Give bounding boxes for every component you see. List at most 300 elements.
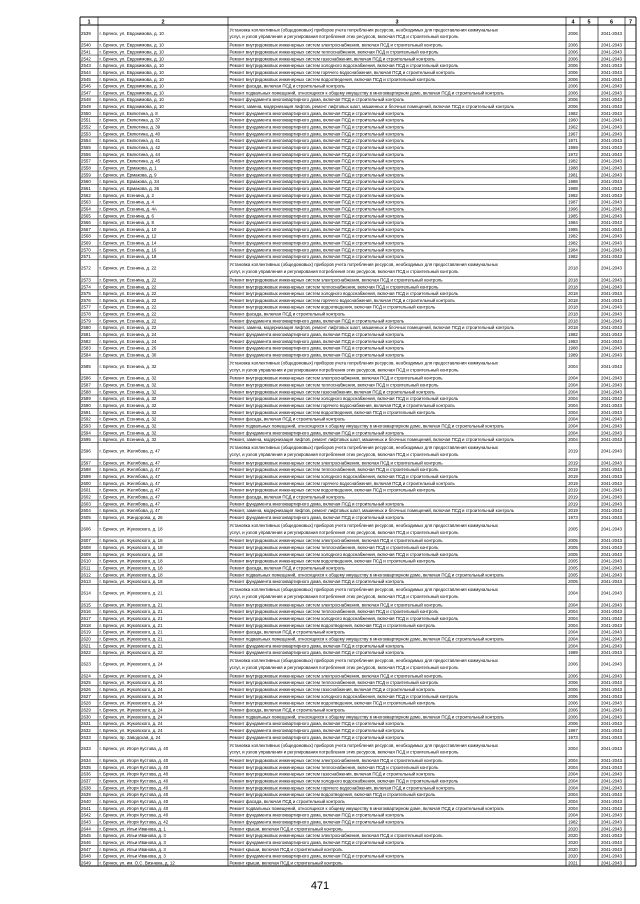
row-period: 2041-2043 [601,746,622,752]
row-address: г. Брянск, ул. Жуковского, д. 24 [99,727,163,733]
row-address: г. Брянск, ул. Евдокимова, д. 10 [99,76,164,82]
row-number: 2550 [81,110,91,116]
row-work: Ремонт фундамента многоквартирного дома, включая ПСД и строительный контроль [229,650,405,656]
row-year: 1983 [568,338,578,344]
row-address: г. Брянск, ул. Есенина, д. 32 [99,409,157,415]
row-address: г. Брянск, ул. Есенина, д. 22 [99,297,157,303]
row-year: 2020 [568,833,578,839]
row-address: г. Брянск, ул. Жуковского, д. 18 [99,565,163,571]
row-work: Ремонт фундамента многоквартирного дома, включая ПСД и строительный контроль [229,345,405,351]
row-number: 2576 [81,297,91,303]
row-address: г. Брянск, ул. Жуковского, д. 24 [99,661,163,667]
row-period: 2041-2043 [601,805,622,811]
row-period: 2041-2043 [601,69,622,75]
row-year: 2019 [568,467,578,473]
row-address: г. Брянск, ул. Есенина, д. 32 [99,389,157,395]
row-year: 2006 [568,680,578,686]
row-period: 2041-2043 [601,311,622,317]
row-number: 2541 [81,49,91,55]
row-number: 2598 [81,467,91,473]
row-address: г. Брянск, ул. Евдокимова, д. 10 [99,42,164,48]
row-year: 2005 [568,565,578,571]
row-year: 2020 [568,826,578,832]
row-year: 2006 [568,76,578,82]
row-number: 2608 [81,545,91,551]
row-period: 2041-2043 [601,206,622,212]
row-work-line: услуг, и узлов управления и регулирования потребления этих ресурсов, включая ПСД и строительный контроль [229,451,459,457]
row-number: 2621 [81,643,91,649]
row-period: 2041-2043 [601,758,622,764]
row-year: 2004 [568,629,578,635]
row-period: 2041-2043 [601,284,622,290]
row-address: г. Брянск, ул. Есенина, д. 16 [99,247,157,253]
row-address: г. Брянск, ул. Евдокимова, д. 10 [99,56,164,62]
row-number: 2589 [81,396,91,402]
row-period: 2041-2043 [601,240,622,246]
row-number: 2647 [81,846,91,852]
row-period: 2041-2043 [601,83,622,89]
row-address: г. Брянск, ул. Есенина, д. 22 [99,318,157,324]
row-work: Ремонт фундамента многоквартирного дома, включая ПСД и строительный контроль [229,643,405,649]
row-address: г. Брянск, ул. Жуковского, д. 24 [99,707,163,713]
row-address: г. Брянск, ул. Есенина, д. 30 [99,352,157,358]
row-address: г. Брянск, ул. Емлютина, д. 44 [99,151,161,157]
row-number: 2612 [81,572,91,578]
row-period: 2041-2043 [601,480,622,486]
row-period: 2041-2043 [601,423,622,429]
row-period: 2041-2043 [601,199,622,205]
row-address: г. Брянск, ул. им. О.С. Визнюка, д. 12 [99,860,175,866]
row-period: 2041-2043 [601,636,622,642]
row-period: 2041-2043 [601,389,622,395]
row-number: 2561 [81,185,91,191]
row-number: 2627 [81,693,91,699]
row-address: г. Брянск, ул. Жуковского, д. 24 [99,700,163,706]
row-number: 2555 [81,145,91,150]
row-work: Ремонт внутридомовых инженерных систем теплоснабжения, включая ПСД и строительный контроль [229,680,439,686]
row-number: 2635 [81,764,91,770]
row-year: 2004 [568,746,578,752]
row-number: 2553 [81,131,91,137]
row-period: 2041-2043 [601,97,622,103]
row-year: 2004 [568,363,578,369]
row-year: 1996 [568,206,578,212]
row-year: 2018 [568,304,578,310]
row-address: г. Брянск, ул. Жуковского, д. 21 [99,636,163,642]
row-address: г. Брянск, ул. Жуковского, д. 18 [99,551,163,557]
row-address: г. Брянск, ул. Евдокимова, д. 10 [99,97,164,103]
row-period: 2041-2043 [601,265,622,271]
row-period: 2041-2043 [601,345,622,351]
row-work: Ремонт подвальных помещений, относящихся к общему имуществу в многоквартирном доме, включая ПСД и строительный контроль [229,636,504,642]
row-year: 1982 [568,192,578,198]
row-number: 2570 [81,247,91,253]
row-period: 2041-2043 [601,609,622,615]
row-year: 1982 [568,819,578,825]
row-period: 2041-2043 [601,291,622,297]
row-work: Ремонт фундамента многоквартирного дома, включая ПСД и строительный контроль [229,131,405,137]
row-period: 2041-2043 [601,460,622,466]
row-number: 2597 [81,460,91,466]
row-work: Ремонт внутридомовых инженерных систем водоотведения, включая ПСД и строительный контроль [229,304,436,310]
row-number: 2584 [81,352,91,358]
row-address: г. Брянск, ул. Желябова, д. 47 [99,508,160,514]
row-address: г. Брянск, ул. Есенина, д. 18 [99,254,157,260]
row-address: г. Брянск, ул. Есенина, д. 24 [99,332,157,338]
row-year: 2004 [568,609,578,615]
row-work: Ремонт фундамента многоквартирного дома, включая ПСД и строительный контроль [229,165,405,171]
row-address: г. Брянск, ул. Есенина, д. 32 [99,423,157,429]
row-work: Ремонт фундамента многоквартирного дома, включая ПСД и строительный контроль [229,97,405,103]
row-work: Ремонт внутридомовых инженерных систем электроснабжения, включая ПСД и строительный контроль [229,375,443,381]
row-work: Ремонт внутридомовых инженерных систем электроснабжения, включая ПСД и строительный контроль [229,602,443,608]
row-number: 2552 [81,124,91,130]
row-work: Ремонт фундамента многоквартирного дома, включая ПСД и строительный контроль [229,332,405,338]
row-address: г. Брянск, ул. Есенина, д. 22 [99,265,157,271]
row-year: 2006 [568,83,578,89]
row-number: 2622 [81,650,91,656]
row-period: 2041-2043 [601,700,622,706]
row-year: 2018 [568,291,578,297]
row-number: 2557 [81,158,91,164]
row-work: Ремонт подвальных помещений, относящихся к общему имуществу в многоквартирном доме, включая ПСД и строительный контроль [229,714,504,720]
row-address: г. Брянск, ул. Есенина, д. 22 [99,277,157,283]
row-year: 1988 [568,179,578,185]
table-header-2: 2 [161,19,165,26]
row-work: Ремонт фундамента многоквартирного дома, включая ПСД и строительный контроль [229,179,405,185]
row-year: 2006 [568,707,578,713]
table-header-3: 3 [395,19,399,26]
row-year: 2005 [568,538,578,544]
row-address: г. Брянск, ул. Есенина, д. 32 [99,396,157,402]
row-period: 2041-2043 [601,363,622,369]
row-period: 2041-2043 [601,526,622,532]
row-number: 2554 [81,138,91,144]
row-work: Ремонт внутридомовых инженерных систем холодного водоснабжения, включая ПСД и строительный контроль [229,616,459,622]
row-address: г. Брянск, ул. Ермакова, д. 34 [99,179,160,185]
table-header-1: 1 [87,19,91,26]
row-number: 2638 [81,785,91,791]
row-address: г. Брянск, ул. Жуковского, д. 18 [99,558,163,564]
row-number: 2595 [81,437,91,443]
row-address: г. Брянск, ул. Евдокимова, д. 10 [99,69,164,75]
row-number: 2572 [81,265,91,271]
row-number: 2633 [81,746,91,752]
row-period: 2041-2043 [601,785,622,791]
row-period: 2041-2043 [601,602,622,608]
row-year: 2004 [568,403,578,409]
row-address: г. Брянск, ул. Евдокимова, д. 10 [99,104,164,110]
row-number: 2626 [81,687,91,693]
row-number: 2619 [81,629,91,635]
table-header-5: 5 [587,19,591,26]
row-period: 2041-2043 [601,151,622,157]
row-address: г. Брянск, ул. Емлютина, д. 40 [99,131,161,137]
row-work: Ремонт, замена, модернизация лифтов, ремонт лифтовых шахт, машинных и блочных помещений, включая ПСД и строительный контроль [229,437,515,443]
row-year: 2006 [568,700,578,706]
row-number: 2646 [81,839,91,845]
row-period: 2041-2043 [601,764,622,770]
row-period: 2041-2043 [601,226,622,232]
row-period: 2041-2043 [601,375,622,381]
row-work: Ремонт фундамента многоквартирного дома, включая ПСД и строительный контроль [229,579,405,585]
row-period: 2041-2043 [601,185,622,191]
row-year: 1967 [568,131,578,137]
row-period: 2041-2043 [601,352,622,358]
row-address: г. Брянск, ул. Есенина, д. 32 [99,403,157,409]
row-work: Ремонт, замена, модернизация лифтов, ремонт лифтовых шахт, машинных и блочных помещений, включая ПСД и строительный контроль [229,508,515,514]
row-period: 2041-2043 [601,833,622,839]
row-year: 1988 [568,185,578,191]
row-address: г. Брянск, ул. Жуковского, д. 24 [99,680,163,686]
row-work: Ремонт фундамента многоквартирного дома, включая ПСД и строительный контроль [229,110,405,116]
row-number: 2563 [81,199,91,205]
row-address: г. Брянск, ул. Игоря Кустова, д. 40 [99,778,169,784]
row-year: 2019 [568,460,578,466]
row-work: Ремонт фундамента многоквартирного дома, включая ПСД и строительный контроль [229,338,405,344]
row-address: г. Брянск, ул. Жиндорова, д. 26 [99,514,163,520]
row-address: г. Брянск, ул. Есенина, д. 4 [99,199,154,205]
row-address: г. Брянск, ул. Есенина, д. 32 [99,375,157,381]
row-year: 1988 [568,165,578,171]
row-address: г. Брянск, ул. Емлютина, д. 8 [99,110,158,116]
row-work-line: Установка коллективных (общедомовых) приборов учета потребления ресурсов, необходимых для предоставления коммунальных [229,522,498,528]
row-work: Ремонт фасада, включая ПСД и строительный контроль [229,565,345,571]
row-work: Ремонт фундамента многоквартирного дома, включая ПСД и строительный контроль [229,727,405,733]
row-year: 2006 [568,687,578,693]
row-period: 2041-2043 [601,90,622,96]
row-period: 2041-2043 [601,277,622,283]
row-address: г. Брянск, ул. Жуковского, д. 18 [99,572,163,578]
row-number: 2592 [81,416,91,422]
row-number: 2559 [81,172,91,178]
row-address: г. Брянск, ул. Жуковского, д. 21 [99,629,163,635]
row-number: 2640 [81,798,91,804]
row-year: 1962 [568,124,578,130]
row-number: 2583 [81,345,91,351]
row-year: 2006 [568,69,578,75]
row-work: Ремонт внутридомовых инженерных систем электроснабжения, включая ПСД и строительный контроль [229,460,443,466]
row-period: 2041-2043 [601,165,622,171]
row-work: Ремонт фундамента многоквартирного дома, включая ПСД и строительный контроль [229,853,405,859]
row-work-line: Установка коллективных (общедомовых) приборов учета потребления ресурсов, необходимых для предоставления коммунальных [229,742,498,748]
row-work: Ремонт внутридомовых инженерных систем холодного водоснабжения, включая ПСД и строительный контроль [229,778,459,784]
row-work: Ремонт фасада, включая ПСД и строительный контроль [229,416,345,422]
row-work: Ремонт внутридомовых инженерных систем водоотведения, включая ПСД и строительный контроль [229,487,436,493]
row-year: 2004 [568,636,578,642]
row-number: 2611 [81,565,91,571]
row-work: Ремонт фундамента многоквартирного дома, включая ПСД и строительный контроль [229,240,405,246]
row-period: 2041-2043 [601,650,622,656]
row-work: Ремонт крыши, включая ПСД и строительный контроль [229,846,343,852]
row-address: г. Брянск, ул. Игоря Кустова, д. 40 [99,771,169,777]
row-year: 2006 [568,56,578,62]
row-work: Ремонт внутридомовых инженерных систем электроснабжения, включая ПСД и строительный контроль [229,538,443,544]
row-work: Ремонт фундамента многоквартирного дома, включая ПСД и строительный контроль [229,192,405,198]
row-year: 2004 [568,622,578,628]
row-work: Ремонт внутридомовых инженерных систем водоотведения, включая ПСД и строительный контроль [229,792,436,798]
row-work: Ремонт внутридомовых инженерных систем теплоснабжения, включая ПСД и строительный контроль [229,284,439,290]
row-year: 1960 [568,117,578,123]
row-address: г. Брянск, ул. Жуковского, д. 21 [99,622,163,628]
row-number: 2582 [81,338,91,344]
row-work: Ремонт фундамента многоквартирного дома, включая ПСД и строительный контроль [229,138,405,144]
row-work: Ремонт, замена, модернизация лифтов, ремонт лифтовых шахт, машинных и блочных помещений, включая ПСД и строительный контроль [229,325,515,331]
row-period: 2041-2043 [601,124,622,130]
row-number: 2609 [81,551,91,557]
row-work: Ремонт фасада, включая ПСД и строительный контроль [229,83,345,89]
row-year: 1982 [568,254,578,260]
row-work: Ремонт внутридомовых инженерных систем теплоснабжения, включая ПСД и строительный контроль [229,467,439,473]
row-number: 2574 [81,284,91,290]
row-period: 2041-2043 [601,508,622,514]
row-year: 2006 [568,721,578,727]
row-number: 2543 [81,63,91,69]
row-period: 2041-2043 [601,138,622,144]
row-work-line: Установка коллективных (общедомовых) приборов учета потребления ресурсов, необходимых для предоставления коммунальных [229,587,498,593]
row-number: 2591 [81,409,91,415]
row-period: 2041-2043 [601,551,622,557]
row-work: Ремонт внутридомовых инженерных систем холодного водоснабжения, включая ПСД и строительный контроль [229,551,459,557]
row-year: 2006 [568,63,578,69]
row-year: 2004 [568,409,578,415]
row-address: г. Брянск, ул. Игоря Кустова, д. 40 [99,746,169,752]
row-work: Ремонт фундамента многоквартирного дома, включая ПСД и строительный контроль [229,247,405,253]
row-number: 2649 [81,860,91,866]
row-address: г. Брянск, ул. Игоря Кустова, д. 40 [99,798,169,804]
row-year: 2004 [568,798,578,804]
row-period: 2041-2043 [601,714,622,720]
row-period: 2041-2043 [601,254,622,260]
row-year: 2018 [568,277,578,283]
row-work: Ремонт внутридомовых инженерных систем теплоснабжения, включая ПСД и строительный контроль [229,382,439,388]
row-number: 2579 [81,318,91,324]
row-address: г. Брянск, ул. Жуковского, д. 24 [99,714,163,720]
row-work: Ремонт внутридомовых инженерных систем водоотведения, включая ПСД и строительный контроль [229,622,436,628]
row-number: 2615 [81,602,91,608]
row-year: 2005 [568,572,578,578]
row-work-line: услуг, и узлов управления и регулирования потребления этих ресурсов, включая ПСД и строительный контроль [229,367,459,373]
row-period: 2041-2043 [601,63,622,69]
row-work: Ремонт внутридомовых инженерных систем электроснабжения, включая ПСД и строительный контроль [229,758,443,764]
row-year: 2004 [568,805,578,811]
row-number: 2540 [81,42,91,48]
row-year: 2004 [568,778,578,784]
row-number: 2590 [81,403,91,409]
row-number: 2628 [81,700,91,706]
row-period: 2041-2043 [601,338,622,344]
row-year: 2004 [568,423,578,429]
row-period: 2041-2043 [601,76,622,82]
row-address: г. Брянск, ул. Есенина, д. 26 [99,345,157,351]
row-number: 2607 [81,538,91,544]
row-work: Ремонт фасада, включая ПСД и строительный контроль [229,311,345,317]
row-period: 2041-2043 [601,798,622,804]
row-number: 2542 [81,56,91,62]
row-address: г. Брянск, ул. Есенина, д. 4А [99,206,157,212]
row-number: 2633 [81,734,91,740]
row-work: Ремонт внутридомовых инженерных систем газоснабжения, включая ПСД и строительный контроль [229,771,435,777]
row-number: 2586 [81,375,91,381]
row-number: 2631 [81,721,91,727]
row-year: 2006 [568,49,578,55]
row-period: 2041-2043 [601,727,622,733]
row-address: г. Брянск, ул. Емлютина, д. 41 [99,138,161,144]
row-work: Ремонт фундамента многоквартирного дома, включая ПСД и строительный контроль [229,318,405,324]
row-year: 2004 [568,382,578,388]
row-number: 2637 [81,778,91,784]
row-number: 2558 [81,165,91,171]
row-address: г. Брянск, ул. Желябова, д. 47 [99,501,160,507]
row-address: г. Брянск, ул. Есенина, д. 8 [99,220,154,226]
row-address: г. Брянск, ул. Жуковского, д. 18 [99,526,163,532]
row-work: Ремонт внутридомовых инженерных систем горячего водоснабжения, включая ПСД и строительный контроль [229,785,455,791]
row-period: 2041-2043 [601,819,622,825]
row-address: г. Брянск, ул. Жуковского, д. 21 [99,590,163,596]
row-address: г. Брянск, ул. Есенина, д. 22 [99,304,157,310]
row-period: 2041-2043 [601,403,622,409]
row-work: Ремонт внутридомовых инженерных систем теплоснабжения, включая ПСД и строительный контроль [229,49,439,55]
row-work: Ремонт внутридомовых инженерных систем электроснабжения, включая ПСД и строительный контроль [229,833,443,839]
row-year: 1985 [568,226,578,232]
row-year: 2018 [568,325,578,331]
row-address: г. Брянск, ул. Желябова, д. 47 [99,494,160,500]
row-year: 2004 [568,430,578,436]
row-work: Ремонт фундамента многоквартирного дома, включая ПСД и строительный контроль [229,819,405,825]
row-period: 2041-2043 [601,297,622,303]
row-work: Ремонт внутридомовых инженерных систем газоснабжения, включая ПСД и строительный контроль [229,687,435,693]
row-work: Ремонт фасада, включая ПСД и строительный контроль [229,629,345,635]
row-work: Ремонт подвальных помещений, относящихся к общему имуществу в многоквартирном доме, включая ПСД и строительный контроль [229,423,504,429]
row-year: 1984 [568,247,578,253]
row-period: 2041-2043 [601,437,622,443]
row-number: 2624 [81,673,91,679]
row-number: 2643 [81,819,91,825]
row-year: 1982 [568,110,578,116]
row-work: Ремонт фасада, включая ПСД и строительный контроль [229,707,345,713]
row-year: 2019 [568,501,578,507]
table-header-6: 6 [609,19,614,26]
row-number: 2587 [81,382,91,388]
row-number: 2599 [81,474,91,480]
row-work: Ремонт подвальных помещений, относящихся к общему имуществу в многоквартирном доме, включая ПСД и строительный контроль [229,90,504,96]
row-address: г. Брянск, ул. Игоря Кустова, д. 42 [99,819,169,825]
row-number: 2594 [81,430,91,436]
row-work: Ремонт фундамента многоквартирного дома, включая ПСД и строительный контроль [229,254,405,260]
row-number: 2551 [81,117,91,123]
row-number: 2556 [81,151,91,157]
row-work-line: услуг, и узлов управления и регулирования потребления этих ресурсов, включая ПСД и строительный контроль [229,749,459,755]
row-address: г. Брянск, ул. Есенина, д. 24 [99,338,157,344]
row-year: 2004 [568,771,578,777]
row-number: 2547 [81,90,91,96]
row-address: г. Брянск, ул. Емлютина, д. 42 [99,145,161,150]
row-address: г. Брянск, ул. Желябова, д. 47 [99,467,160,473]
row-address: г. Брянск, ул. Жуковского, д. 24 [99,721,163,727]
row-period: 2041-2043 [601,792,622,798]
row-work: Ремонт фундамента многоквартирного дома, включая ПСД и строительный контроль [229,158,405,164]
row-address: г. Брянск, ул. Жуковского, д. 24 [99,673,163,679]
row-work: Ремонт внутридомовых инженерных систем газоснабжения, включая ПСД и строительный контроль [229,389,435,395]
row-number: 2564 [81,206,91,212]
row-period: 2041-2043 [601,680,622,686]
row-work-line: Установка коллективных (общедомовых) приборов учета потребления ресурсов, необходимых для предоставления коммунальных [229,27,498,33]
row-work: Ремонт фундамента многоквартирного дома, включая ПСД и строительный контроль [229,124,405,130]
row-address: г. Брянск, ул. Ермакова, д. 1 [99,165,157,171]
row-period: 2041-2043 [601,558,622,564]
row-number: 2593 [81,423,91,429]
row-work-line: услуг, и узлов управления и регулирования потребления этих ресурсов, включая ПСД и строительный контроль [229,34,459,40]
